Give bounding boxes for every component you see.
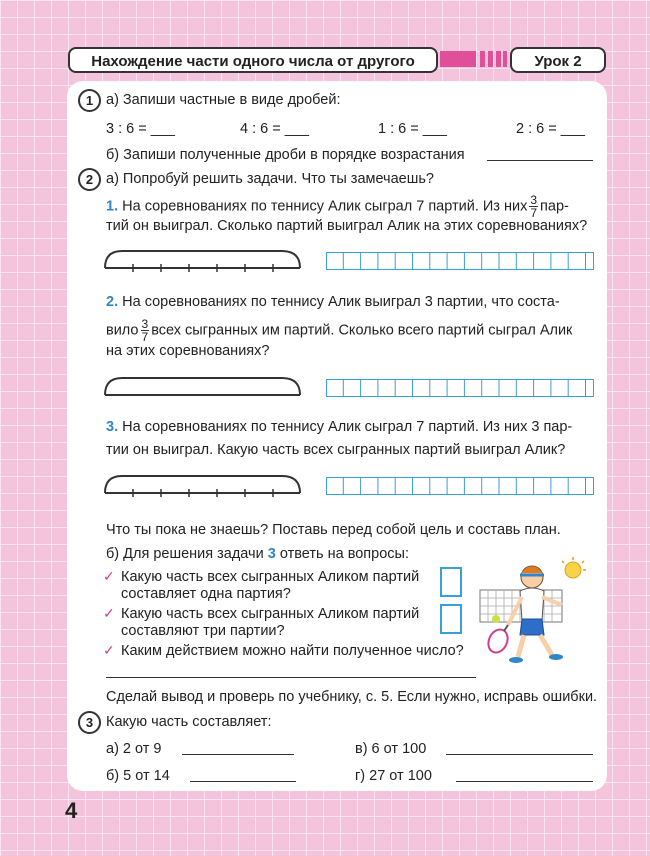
task-3-item-b: б) 5 от 14 [106,768,170,784]
segment-diagram-3 [100,470,310,500]
problem-1-number: 1. [106,198,119,215]
header-stripes [440,51,508,67]
expression-4: 2 : 6 = ___ [516,121,585,137]
task-1b-text: б) Запиши полученные дроби в порядке возрастания [106,147,465,163]
page-number: 4 [65,798,78,823]
check-icon: ✓ [103,605,115,621]
answer-cells-3[interactable] [326,477,594,500]
fraction-3-7: $\frac{3}{7}$ [141,317,149,344]
question-3-text: Каким действием можно найти полученное число? [121,643,464,659]
answer-line[interactable] [446,754,593,755]
answer-box-1[interactable] [440,567,462,597]
question-2-line-2: составляют три партии? [121,623,285,639]
task-2-number: 2 [78,168,101,191]
segment-diagram-1 [100,245,310,275]
task-2a-text: а) Попробуй решить задачи. Что ты замечаешь? [106,171,434,187]
conclusion-text: Сделай вывод и проверь по учебнику, с. 5. Если нужно, исправь ошибки. [106,689,598,705]
problem-2-line-2: вило $\frac{3}{7}$ всех сыгранных им партий. Сколько всего партий сыграл Алик [106,317,573,344]
expression-2: 4 : 6 = ___ [240,121,309,137]
expression-1: 3 : 6 = ___ [106,121,175,137]
problem-2-number: 2. [106,294,119,310]
problem-3-line-1: 3. На соревнованиях по теннису Алик сыграл 7 партий. Из них 3 пар- [106,419,573,435]
answer-box-2[interactable] [440,604,462,634]
lesson-number: Урок 2 [510,47,606,73]
answer-line[interactable] [182,754,294,755]
expression-3: 1 : 6 = ___ [378,121,447,137]
task-1-number: 1 [78,89,101,112]
check-icon: ✓ [103,642,115,658]
answer-line[interactable] [456,781,593,782]
task-3-item-d: г) 27 от 100 [355,768,432,784]
task-1a-text: а) Запиши частные в виде дробей: [106,92,341,108]
question-1-line-2: составляет одна партия? [121,586,291,602]
problem-1-line-1: 1. На соревнованиях по теннису Алик сыграл 7 партий. Из них $\frac{3}{7}$ пар- [106,193,569,220]
problem-2-line-3: на этих соревнованиях? [106,343,270,359]
task-3-title: Какую часть составляет: [106,714,272,730]
problem-3-number: 3. [106,419,119,435]
answer-line[interactable] [190,781,296,782]
segment-diagram-2 [100,372,310,402]
fraction-3-7: $\frac{3}{7}$ [530,193,538,220]
problem-2-line-1: 2. На соревнованиях по теннису Алик выиграл 3 партии, что соста- [106,294,560,310]
answer-line[interactable] [106,677,476,678]
tennis-player-illustration [470,555,595,670]
problem-3-line-2: тии он выиграл. Какую часть всех сыгранных партий выиграл Алик? [106,442,566,458]
answer-cells-2[interactable] [326,379,594,402]
check-icon: ✓ [103,568,115,584]
task-3-item-a: а) 2 от 9 [106,741,162,757]
goal-text: Что ты пока не знаешь? Поставь перед собой цель и составь план. [106,522,561,538]
lesson-title: Нахождение части одного числа от другого [68,47,438,73]
answer-cells-1[interactable] [326,252,594,275]
task-2b-text: б) Для решения задачи 3 ответь на вопросы: [106,546,409,562]
task-3-number: 3 [78,711,101,734]
question-1-line-1: Какую часть всех сыгранных Аликом партий [121,569,420,585]
problem-1-line-2: тий он выиграл. Сколько партий выиграл Алик на этих соревнованиях? [106,218,588,234]
question-2-line-1: Какую часть всех сыгранных Аликом партий [121,606,420,622]
task-3-item-c: в) 6 от 100 [355,741,427,757]
answer-line[interactable] [487,160,593,161]
